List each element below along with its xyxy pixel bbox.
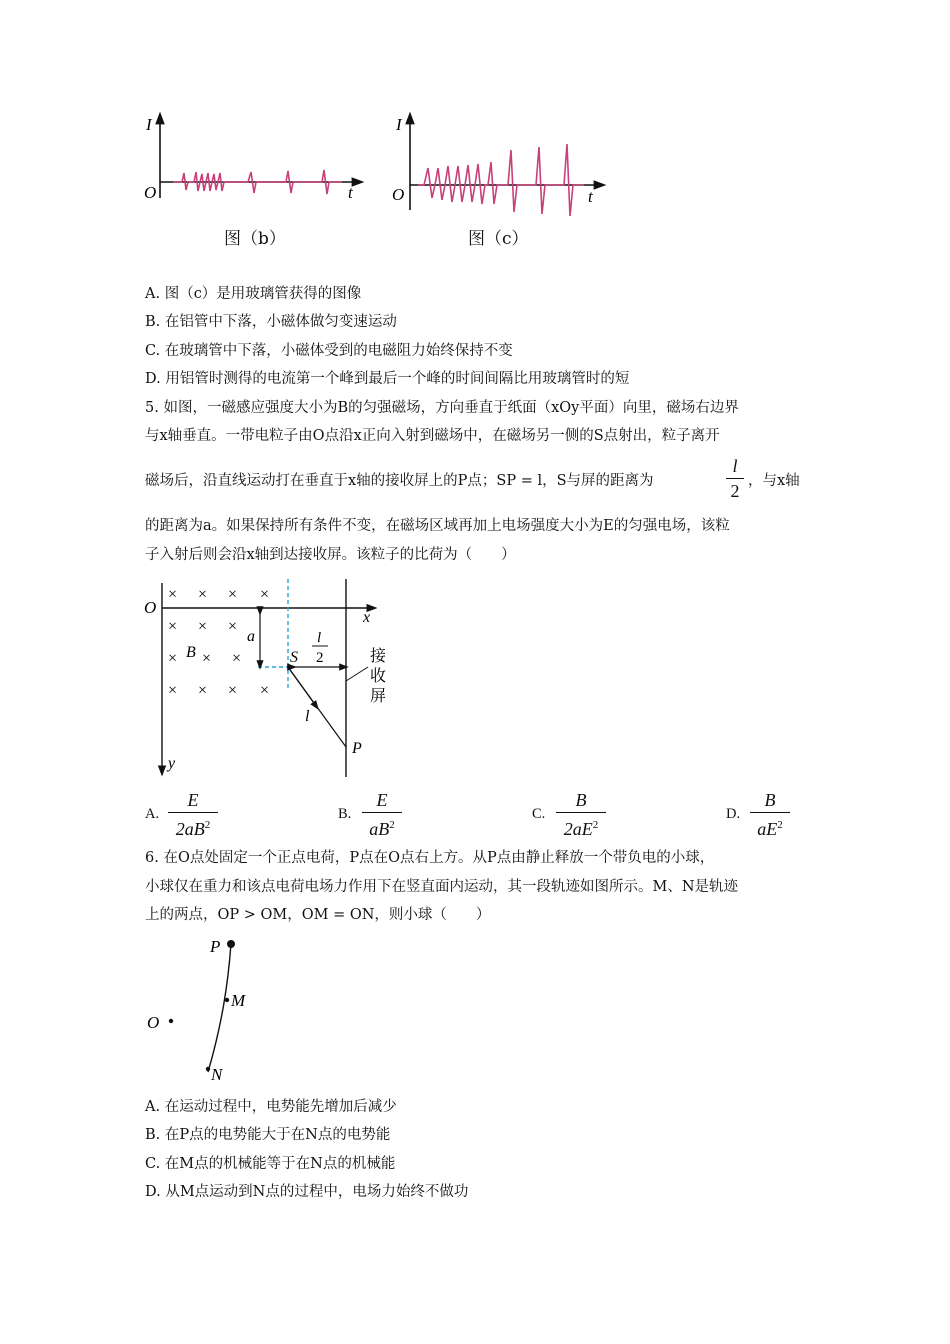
q5-p-label: P [352, 740, 362, 757]
q5-l-label: l [305, 708, 310, 725]
q4-option-a: A. 图（c）是用玻璃管获得的图像 [145, 286, 362, 302]
q5-cross: × [228, 586, 238, 603]
figure-c-axis-y-label: I [396, 115, 402, 134]
q5-cross: × [260, 682, 270, 699]
q5-x-label: x [363, 609, 371, 626]
q6-option-d: D. 从M点运动到N点的过程中，电场力始终不做功 [145, 1184, 469, 1200]
q6-trajectory [208, 944, 231, 1072]
q5-option-c-label: C. [532, 806, 546, 822]
q5-origin-label: O [144, 598, 157, 617]
q5-y-label: y [168, 755, 176, 772]
q5-cross: × [228, 682, 238, 699]
q4-option-b: B. 在铝管中下落，小磁体做匀变速运动 [145, 314, 397, 330]
q5-option-d-label: D. [726, 806, 741, 822]
q5-line-3b: ，与x轴 [748, 473, 800, 489]
q5-field-label: B [186, 644, 196, 661]
q5-cross: × [168, 586, 178, 603]
q5-cross: × [198, 682, 208, 699]
q5-line-1: 5. 如图，一磁感应强度大小为B的匀强磁场，方向垂直于纸面（xOy平面）向里，磁场右边界 [145, 400, 739, 416]
q4-option-d: D. 用铝管时测得的电流第一个峰到最后一个峰的时间间隔比用玻璃管时的短 [145, 371, 630, 387]
q5-s-label: S [290, 649, 298, 666]
q5-inline-fraction-den: 2 [730, 481, 740, 501]
q6-n-label: N [211, 1065, 223, 1084]
q6-line-1: 6. 在O点处固定一个正点电荷，P点在O点右上方。从P点由静止释放一个带负电的小球， [145, 850, 715, 866]
figure-b-axis-y-label: I [146, 115, 152, 134]
q6-option-b: B. 在P点的电势能大于在N点的电势能 [145, 1127, 391, 1143]
q5-cross: × [198, 618, 208, 635]
q5-line-3a: 磁场后，沿直线运动打在垂直于x轴的接收屏上的P点；SP = l，S与屏的距离为 [145, 473, 654, 489]
figure-b-origin-label: O [144, 183, 157, 202]
q6-o-label: O [147, 1013, 160, 1032]
q5-option-b: E $aB^2$ [362, 790, 402, 839]
q5-inline-fraction [726, 456, 744, 501]
q5-cross: × [260, 586, 270, 603]
q5-option-a-label: A. [145, 806, 160, 822]
q5-line-5: 子入射后则会沿x轴到达接收屏。该粒子的比荷为（ ） [145, 547, 516, 563]
q6-option-c: C. 在M点的机械能等于在N点的机械能 [145, 1156, 396, 1172]
q4-option-c: C. 在玻璃管中下落，小磁体受到的电磁阻力始终保持不变 [145, 343, 513, 359]
figure-b-graph [138, 110, 368, 205]
q5-screen-label-2: 收 [370, 668, 387, 685]
q5-figure [140, 575, 400, 780]
q5-half-num: l [317, 630, 322, 646]
q6-figure [140, 934, 270, 1084]
q5-cross: × [228, 618, 238, 635]
q5-screen-label-1: 接 [370, 648, 387, 665]
figure-c-caption: 图（c） [468, 229, 529, 249]
q5-half-den: 2 [316, 650, 324, 666]
q5-cross: × [168, 650, 178, 667]
q5-cross: × [168, 618, 178, 635]
q5-inline-fraction-num: l [732, 456, 738, 476]
q5-option-a: E $2aB^2$ [168, 790, 218, 839]
q5-cross: × [168, 682, 178, 699]
q6-m-label: M [231, 991, 246, 1010]
figure-c-origin-label: O [392, 185, 405, 204]
q6-line-3: 上的两点，OP > OM，OM = ON，则小球（ ） [145, 907, 491, 923]
q5-line-2: 与x轴垂直。一带电粒子由O点沿x正向入射到磁场中，在磁场另一侧的S点射出，粒子离开 [145, 428, 720, 444]
figure-c-axis-x-label: t [588, 187, 593, 206]
q5-a-label: a [247, 628, 255, 645]
q5-option-c: B $2aE^2$ [556, 790, 606, 839]
q5-screen-label-3: 屏 [370, 688, 387, 705]
q5-option-d: B $aE^2$ [750, 790, 790, 839]
q6-option-a: A. 在运动过程中，电势能先增加后减少 [145, 1099, 397, 1115]
q5-cross: × [198, 586, 208, 603]
figure-c-graph [388, 110, 610, 225]
q5-cross: × [232, 650, 242, 667]
figure-b-axis-x-label: t [348, 183, 353, 202]
figure-c-current-curve [418, 144, 584, 216]
q5-cross: × [202, 650, 212, 667]
q6-line-2: 小球仅在重力和该点电荷电场力作用下在竖直面内运动，其一段轨迹如图所示。M、N是轨迹 [145, 879, 739, 895]
q6-p-label: P [210, 937, 221, 956]
figure-b-caption: 图（b） [224, 229, 286, 249]
q5-option-b-label: B. [338, 806, 352, 822]
q5-line-4: 的距离为a。如果保持所有条件不变，在磁场区域再加上电场强度大小为E的匀强电场，该粒 [145, 518, 730, 534]
